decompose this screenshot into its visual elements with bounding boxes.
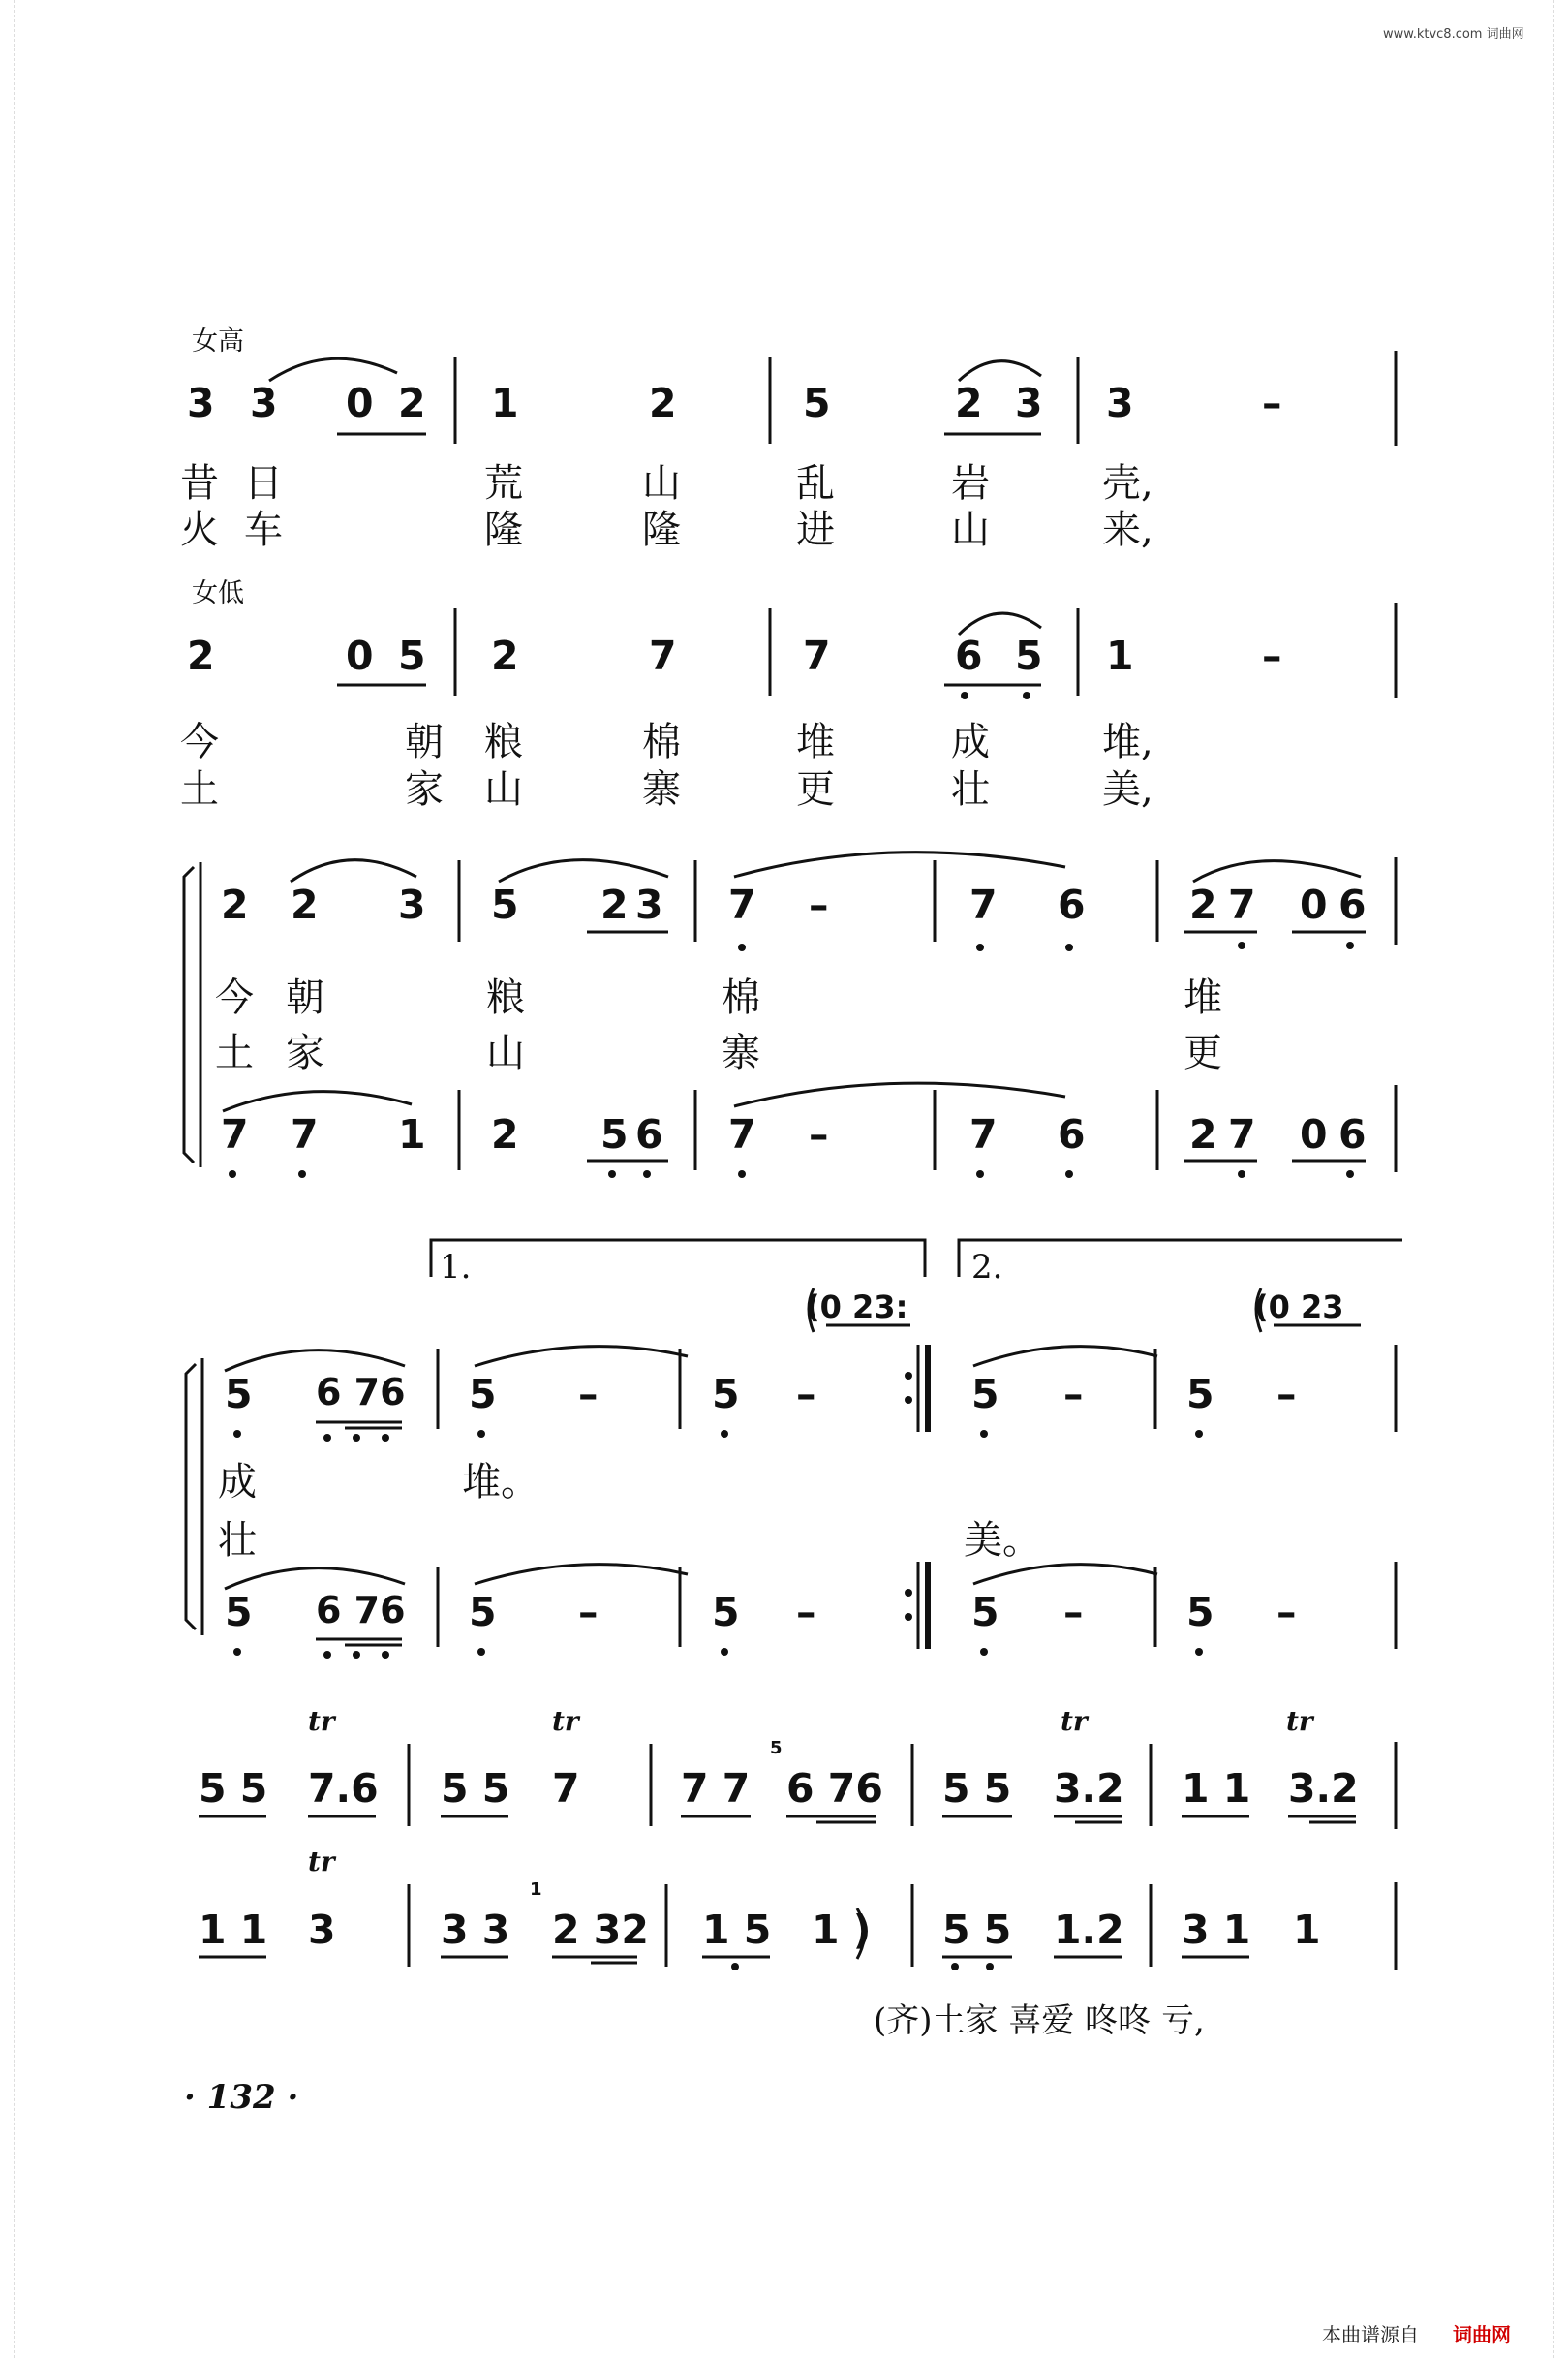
note: 6 bbox=[1058, 1111, 1086, 1158]
note: 3 bbox=[308, 1907, 336, 1953]
octave-dot bbox=[233, 1430, 241, 1438]
lyric: 寨 bbox=[722, 1031, 760, 1075]
note: 6 bbox=[1338, 1111, 1367, 1158]
slur bbox=[959, 361, 1041, 381]
slur bbox=[475, 1347, 688, 1366]
lyric-line: (齐)土家 喜爱 咚咚 亏, bbox=[874, 2001, 1205, 2040]
note: 5 bbox=[491, 882, 519, 928]
note: 5 bbox=[971, 1589, 999, 1635]
slur bbox=[973, 1347, 1157, 1366]
note-group: 3 3 bbox=[441, 1907, 510, 1953]
note: 5 bbox=[712, 1589, 740, 1635]
lyric: 土 bbox=[180, 767, 219, 812]
note: 5 bbox=[225, 1589, 253, 1635]
volta-2-label: 2. bbox=[971, 1248, 1003, 1287]
note: 1 ) bbox=[812, 1907, 872, 1953]
paren bbox=[1256, 1288, 1261, 1332]
lyric: 乱 bbox=[796, 461, 835, 506]
dash: – bbox=[578, 1589, 599, 1635]
note: 7 bbox=[803, 633, 831, 679]
note-group: 6 76 bbox=[316, 1589, 406, 1631]
octave-dot bbox=[961, 692, 968, 699]
octave-dot bbox=[980, 1648, 988, 1656]
note: 7 bbox=[728, 1111, 756, 1158]
slur bbox=[225, 1350, 405, 1371]
slur bbox=[225, 1568, 405, 1589]
note: 2 bbox=[491, 1111, 519, 1158]
slur bbox=[269, 358, 397, 381]
soprano-label: 女高 bbox=[192, 326, 244, 357]
octave-dot bbox=[738, 1170, 746, 1178]
lyric: 堆 bbox=[796, 720, 835, 764]
octave-dot bbox=[353, 1434, 360, 1442]
lyric: 山 bbox=[484, 767, 523, 812]
note: 1 bbox=[1293, 1907, 1321, 1953]
footer-site-name[interactable]: 词曲网 bbox=[1453, 2323, 1511, 2346]
lyric: 来, bbox=[1102, 508, 1153, 552]
note: 3 bbox=[1106, 380, 1134, 426]
octave-dot bbox=[1238, 942, 1245, 949]
slur bbox=[973, 1565, 1157, 1584]
note-group: 1 1 bbox=[1182, 1765, 1251, 1812]
note-group: 1 1 bbox=[199, 1907, 268, 1953]
note: 0 bbox=[1300, 1111, 1328, 1158]
octave-dot bbox=[477, 1648, 485, 1656]
note: 3 bbox=[398, 882, 426, 928]
note: 7 bbox=[969, 1111, 998, 1158]
note-group: 5 5 bbox=[942, 1765, 1012, 1812]
octave-dot bbox=[721, 1430, 728, 1438]
dash: – bbox=[796, 1371, 816, 1417]
note: 2 bbox=[398, 380, 426, 426]
note: 2 bbox=[491, 633, 519, 679]
source-header: www.ktvc8.com 词曲网 bbox=[1383, 27, 1524, 42]
note: 3 bbox=[635, 882, 663, 928]
note: 5 bbox=[1186, 1589, 1214, 1635]
note: 7 bbox=[552, 1765, 580, 1812]
lyric: 粮 bbox=[486, 976, 525, 1020]
dash: – bbox=[1262, 633, 1282, 679]
octave-dot bbox=[1065, 944, 1073, 951]
lyric: 山 bbox=[486, 1031, 525, 1075]
lyric: 朝 bbox=[405, 720, 444, 764]
lyric: 朝 bbox=[286, 976, 324, 1020]
note: 7 bbox=[1228, 1111, 1256, 1158]
lyric: 棉 bbox=[642, 720, 681, 764]
lyric: 隆 bbox=[642, 508, 681, 552]
lyric: 昔 bbox=[180, 461, 219, 506]
note: 1 bbox=[491, 380, 519, 426]
octave-dot bbox=[986, 1963, 994, 1970]
repeat-dot bbox=[905, 1613, 912, 1621]
octave-dot bbox=[233, 1648, 241, 1656]
note-group: 1 5 bbox=[702, 1907, 772, 1953]
repeat-dot bbox=[905, 1589, 912, 1597]
dash: – bbox=[796, 1589, 816, 1635]
note: 0 bbox=[346, 380, 374, 426]
dash: – bbox=[1063, 1371, 1084, 1417]
lyric: 更 bbox=[796, 767, 835, 812]
lyric: 日 bbox=[244, 461, 283, 506]
trill-mark: tr bbox=[1061, 1705, 1088, 1737]
note-group: 3.2 bbox=[1288, 1765, 1359, 1812]
note: 2 bbox=[955, 380, 983, 426]
lyric: 美, bbox=[1102, 767, 1153, 812]
note: 5 bbox=[803, 380, 831, 426]
note: 7 bbox=[1228, 882, 1256, 928]
lyric: 壮 bbox=[218, 1518, 257, 1563]
note-group: 7 7 bbox=[681, 1765, 751, 1812]
octave-dot bbox=[1346, 1170, 1354, 1178]
note: 3 bbox=[1015, 380, 1043, 426]
page-number: · 132 · bbox=[184, 2078, 299, 2117]
note-group: 6 76 bbox=[786, 1765, 883, 1812]
note: 5 bbox=[1186, 1371, 1214, 1417]
note: 5 bbox=[712, 1371, 740, 1417]
slur bbox=[1193, 861, 1361, 882]
repeat-dot bbox=[905, 1396, 912, 1404]
note: 2 bbox=[600, 882, 629, 928]
octave-dot bbox=[951, 1963, 959, 1970]
dash: – bbox=[1276, 1371, 1297, 1417]
note: 7 bbox=[291, 1111, 319, 1158]
note: 5 bbox=[469, 1589, 497, 1635]
note: 7 bbox=[728, 882, 756, 928]
volta-1-label: 1. bbox=[440, 1248, 472, 1287]
note: 5 bbox=[398, 633, 426, 679]
volta-1-bracket bbox=[431, 1240, 925, 1277]
slur bbox=[291, 860, 416, 882]
note: 2 bbox=[1189, 882, 1217, 928]
octave-dot bbox=[1195, 1648, 1203, 1656]
slur bbox=[223, 1092, 412, 1111]
octave-dot bbox=[1023, 692, 1030, 699]
system-brace bbox=[184, 867, 194, 1163]
dash: – bbox=[809, 882, 829, 928]
note: 7 bbox=[969, 882, 998, 928]
note-group: 5 5 bbox=[942, 1907, 1012, 1953]
octave-dot bbox=[721, 1648, 728, 1656]
lyric: 隆 bbox=[484, 508, 523, 552]
note-group: 5 5 bbox=[199, 1765, 268, 1812]
volta-2-bracket bbox=[959, 1240, 1402, 1277]
slur bbox=[959, 613, 1041, 635]
note: 2 bbox=[187, 633, 215, 679]
lyric: 火 bbox=[180, 508, 219, 552]
note: 0 bbox=[346, 633, 374, 679]
octave-dot bbox=[323, 1434, 331, 1442]
lyric: 今 bbox=[215, 976, 254, 1020]
octave-dot bbox=[976, 1170, 984, 1178]
note: 5 bbox=[469, 1371, 497, 1417]
paren bbox=[857, 1908, 865, 1959]
lyric: 堆, bbox=[1102, 720, 1153, 764]
lyric: 堆。 bbox=[462, 1460, 539, 1505]
paren bbox=[809, 1288, 814, 1332]
lyric: 成 bbox=[951, 720, 990, 764]
system-brace bbox=[186, 1364, 196, 1629]
pickup-notes: (0 23 bbox=[1254, 1288, 1344, 1325]
trill-mark: tr bbox=[308, 1846, 335, 1877]
note: 2 bbox=[291, 882, 319, 928]
octave-dot bbox=[298, 1170, 306, 1178]
note: 5 bbox=[1015, 633, 1043, 679]
lyric: 山 bbox=[642, 461, 681, 506]
octave-dot bbox=[1195, 1430, 1203, 1438]
lyric: 今 bbox=[180, 720, 219, 764]
grace-note: 1 bbox=[530, 1879, 542, 1900]
lyric: 进 bbox=[796, 508, 835, 552]
dash: – bbox=[1262, 380, 1282, 426]
note-group: 7.6 bbox=[308, 1765, 379, 1812]
lyric: 荒 bbox=[484, 461, 523, 506]
octave-dot bbox=[738, 944, 746, 951]
note-group: 3.2 bbox=[1054, 1765, 1124, 1812]
lyric: 山 bbox=[951, 508, 990, 552]
note: 6 bbox=[635, 1111, 663, 1158]
slur bbox=[734, 853, 1065, 877]
note: 2 bbox=[1189, 1111, 1217, 1158]
note: 6 bbox=[955, 633, 983, 679]
dash: – bbox=[1063, 1589, 1084, 1635]
slur bbox=[499, 860, 668, 882]
lyric: 岩 bbox=[951, 461, 990, 506]
octave-dot bbox=[353, 1651, 360, 1659]
note: 3 bbox=[250, 380, 278, 426]
note: 2 bbox=[221, 882, 249, 928]
octave-dot bbox=[731, 1963, 739, 1970]
lyric: 成 bbox=[218, 1460, 257, 1505]
octave-dot bbox=[382, 1434, 389, 1442]
octave-dot bbox=[1238, 1170, 1245, 1178]
note: 6 bbox=[1058, 882, 1086, 928]
dash: – bbox=[1276, 1589, 1297, 1635]
lyric: 粮 bbox=[484, 720, 523, 764]
note: 5 bbox=[225, 1371, 253, 1417]
octave-dot bbox=[1346, 942, 1354, 949]
alto-label: 女低 bbox=[192, 578, 244, 608]
lyric: 堆 bbox=[1184, 976, 1222, 1020]
octave-dot bbox=[980, 1430, 988, 1438]
lyric: 美。 bbox=[964, 1518, 1041, 1563]
trill-mark: tr bbox=[552, 1705, 579, 1737]
note-group: 1.2 bbox=[1054, 1907, 1124, 1953]
note: 3 bbox=[187, 380, 215, 426]
trill-mark: tr bbox=[308, 1705, 335, 1737]
note-group: 2 32 bbox=[552, 1907, 649, 1953]
note: 1 bbox=[1106, 633, 1134, 679]
octave-dot bbox=[382, 1651, 389, 1659]
note: 7 bbox=[649, 633, 677, 679]
dash: – bbox=[809, 1111, 829, 1158]
octave-dot bbox=[643, 1170, 651, 1178]
slur bbox=[734, 1083, 1065, 1106]
lyric: 更 bbox=[1184, 1031, 1222, 1075]
slur bbox=[475, 1565, 688, 1584]
footer-source-text: 本曲谱源自 bbox=[1322, 2323, 1419, 2346]
lyric: 寨 bbox=[642, 767, 681, 812]
octave-dot bbox=[323, 1651, 331, 1659]
lyric: 壮 bbox=[951, 767, 990, 812]
octave-dot bbox=[1065, 1170, 1073, 1178]
note: 5 bbox=[971, 1371, 999, 1417]
note-group: 6 76 bbox=[316, 1371, 406, 1413]
octave-dot bbox=[229, 1170, 236, 1178]
lyric: 家 bbox=[405, 767, 444, 812]
grace-note: 5 bbox=[770, 1738, 783, 1758]
note: 6 bbox=[1338, 882, 1367, 928]
trill-mark: tr bbox=[1286, 1705, 1313, 1737]
note: 5 bbox=[600, 1111, 629, 1158]
lyric: 车 bbox=[244, 508, 283, 552]
note: 0 bbox=[1300, 882, 1328, 928]
lyric: 家 bbox=[286, 1031, 324, 1075]
note: 7 bbox=[221, 1111, 249, 1158]
octave-dot bbox=[608, 1170, 616, 1178]
note: 2 bbox=[649, 380, 677, 426]
octave-dot bbox=[976, 944, 984, 951]
octave-dot bbox=[477, 1430, 485, 1438]
lyric: 壳, bbox=[1102, 461, 1153, 506]
note-group: 5 5 bbox=[441, 1765, 510, 1812]
note-group: 3 1 bbox=[1182, 1907, 1251, 1953]
note: 1 bbox=[398, 1111, 426, 1158]
lyric: 棉 bbox=[722, 976, 760, 1020]
repeat-dot bbox=[905, 1372, 912, 1380]
pickup-notes: (0 23: bbox=[806, 1288, 908, 1325]
dash: – bbox=[578, 1371, 599, 1417]
lyric: 土 bbox=[215, 1031, 254, 1075]
